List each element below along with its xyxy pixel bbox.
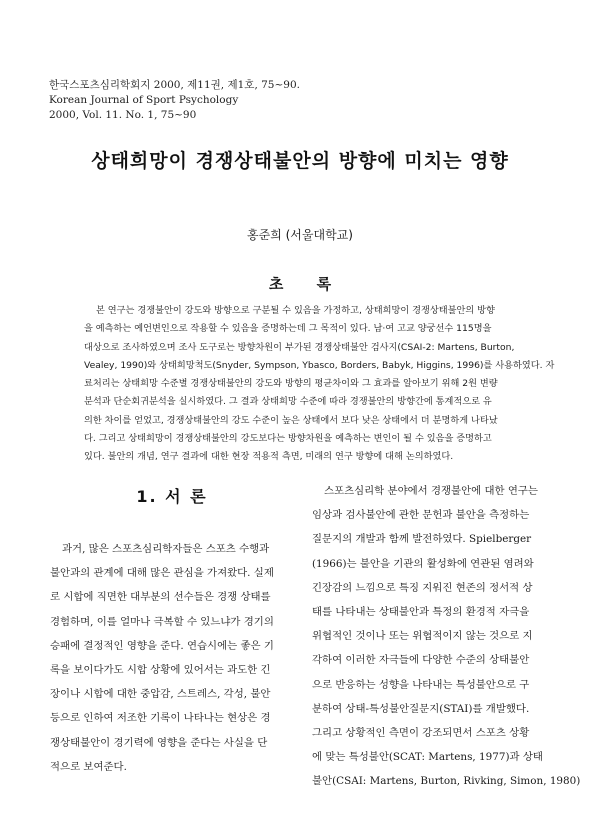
- abstract-line: 을 예측하는 예언변인으로 작용할 수 있음을 증명하는데 그 목적이 있다. 남·여 고교 양궁선수 115명을: [84, 323, 492, 335]
- abstract-heading: 초 록: [268, 275, 346, 293]
- abstract-line: 의한 차이를 얻었고, 경쟁상태불안의 강도 수준이 높은 상태에서 보다 낮은 상태에서 더 분명하게 나타났: [84, 414, 498, 426]
- body-line: 로 시합에 직면한 대부분의 선수들은 경쟁 상태를: [50, 591, 271, 604]
- body-line: 그리고 상황적인 측면이 강조되면서 스포츠 상황: [312, 727, 530, 740]
- abstract-body: [84, 302, 555, 467]
- right-column-body: [312, 479, 581, 794]
- body-line: 에 맞는 특성불안(SCAT: Martens, 1977)과 상태: [312, 751, 543, 764]
- paper-title: 상태희망이 경쟁상태불안의 방향에 미치는 영향: [91, 150, 509, 172]
- body-line: 긴장감의 느낌으로 특징 지워진 현존의 정서적 상: [312, 581, 533, 594]
- body-line: 적으로 보여준다.: [50, 760, 127, 773]
- abstract-line: 다. 그리고 상태희망이 경쟁상태불안의 강도보다는 방향차원을 예측하는 변인이 될 수 있음을 증명하고: [84, 433, 492, 445]
- abstract-line: 본 연구는 경쟁불안이 강도와 방향으로 구분될 수 있음을 가정하고, 상태희망이 경쟁상태불안의 방향: [96, 305, 495, 316]
- body-line: 불안(CSAI: Martens, Burton, Rivking, Simon, 1980): [312, 775, 581, 788]
- body-line: 불안과의 관계에 대해 많은 관심을 가져왔다. 실제: [50, 567, 274, 580]
- body-line: 등으로 인하여 저조한 기록이 나타나는 현상은 경: [50, 712, 271, 725]
- body-line: 으로 반응하는 성향을 나타내는 특성불안으로 구: [312, 678, 530, 691]
- abstract-line: Vealey, 1990)와 상태희망척도(Snyder, Sympson, Ybasco, Borders, Babyk, Higgins, 1996)를 사용하였다. 자: [84, 359, 555, 371]
- body-line: 장이나 시합에 대한 중압감, 스트레스, 각성, 불안: [50, 688, 271, 701]
- body-line: 분하여 상태-특성불안질문지(STAI)를 개발했다.: [312, 702, 530, 715]
- body-line: 스포츠심리학 분야에서 경쟁불안에 대한 연구는: [324, 485, 538, 497]
- body-line: 임상과 검사불안에 관한 문헌과 불안을 측정하는: [312, 509, 530, 522]
- journal-header: [49, 78, 300, 123]
- left-column-body: [50, 537, 290, 779]
- journal-header-line-english: Korean Journal of Sport Psychology: [49, 94, 239, 106]
- body-line: (1966)는 불안을 기관의 활성화에 연관된 염려와: [312, 557, 534, 570]
- abstract-line: 있다. 불안의 개념, 연구 결과에 대한 현장 적용적 측면, 미래의 연구 방향에 대해 논의하였다.: [84, 451, 454, 463]
- abstract-line: 대상으로 조사하였으며 조사 도구로는 방향차원이 부가된 경쟁상태불안 검사지(CSAI-2: Martens, Burton,: [84, 341, 515, 353]
- body-line: 각하여 이러한 자극들에 다양한 수준의 상태불안: [312, 654, 530, 667]
- body-line: 록을 보이다가도 시합 상황에 있어서는 과도한 긴: [50, 664, 271, 677]
- body-line: 경험하며, 이를 얼마나 극복할 수 있느냐가 경기의: [50, 615, 274, 628]
- journal-header-line-volume: 2000, Vol. 11. No. 1, 75~90: [49, 109, 197, 121]
- section-heading-introduction: 1. 서 론: [136, 487, 208, 506]
- body-line: 태를 나타내는 상태불안과 특정의 환경적 자극을: [312, 606, 530, 619]
- body-line: 승패에 결정적인 영향을 준다. 연습시에는 좋은 기: [50, 639, 274, 652]
- abstract-line: 분석과 단순회귀분석을 실시하였다. 그 결과 상태희망 수준에 따라 경쟁불안의 방향간에 통계적으로 유: [84, 396, 492, 408]
- abstract-line: 료처리는 상태희망 수준별 경쟁상태불안의 강도와 방향의 평균차이와 그 효과를 알아보기 위해 2원 변량: [84, 378, 498, 390]
- body-line: 질문지의 개발과 함께 발전하였다. Spielberger: [312, 533, 532, 546]
- journal-header-line-korean: 한국스포츠심리학회지 2000, 제11권, 제1호, 75~90.: [49, 79, 300, 91]
- author-affiliation: 홍준희 (서울대학교): [247, 228, 353, 242]
- body-line: 쟁상태불안이 경기력에 영향을 준다는 사실을 단: [50, 736, 268, 749]
- body-line: 위협적인 것이나 또는 위협적이지 않는 것으로 지: [312, 630, 533, 643]
- body-line: 과거, 많은 스포츠심리학자들은 스포츠 수행과: [62, 543, 270, 555]
